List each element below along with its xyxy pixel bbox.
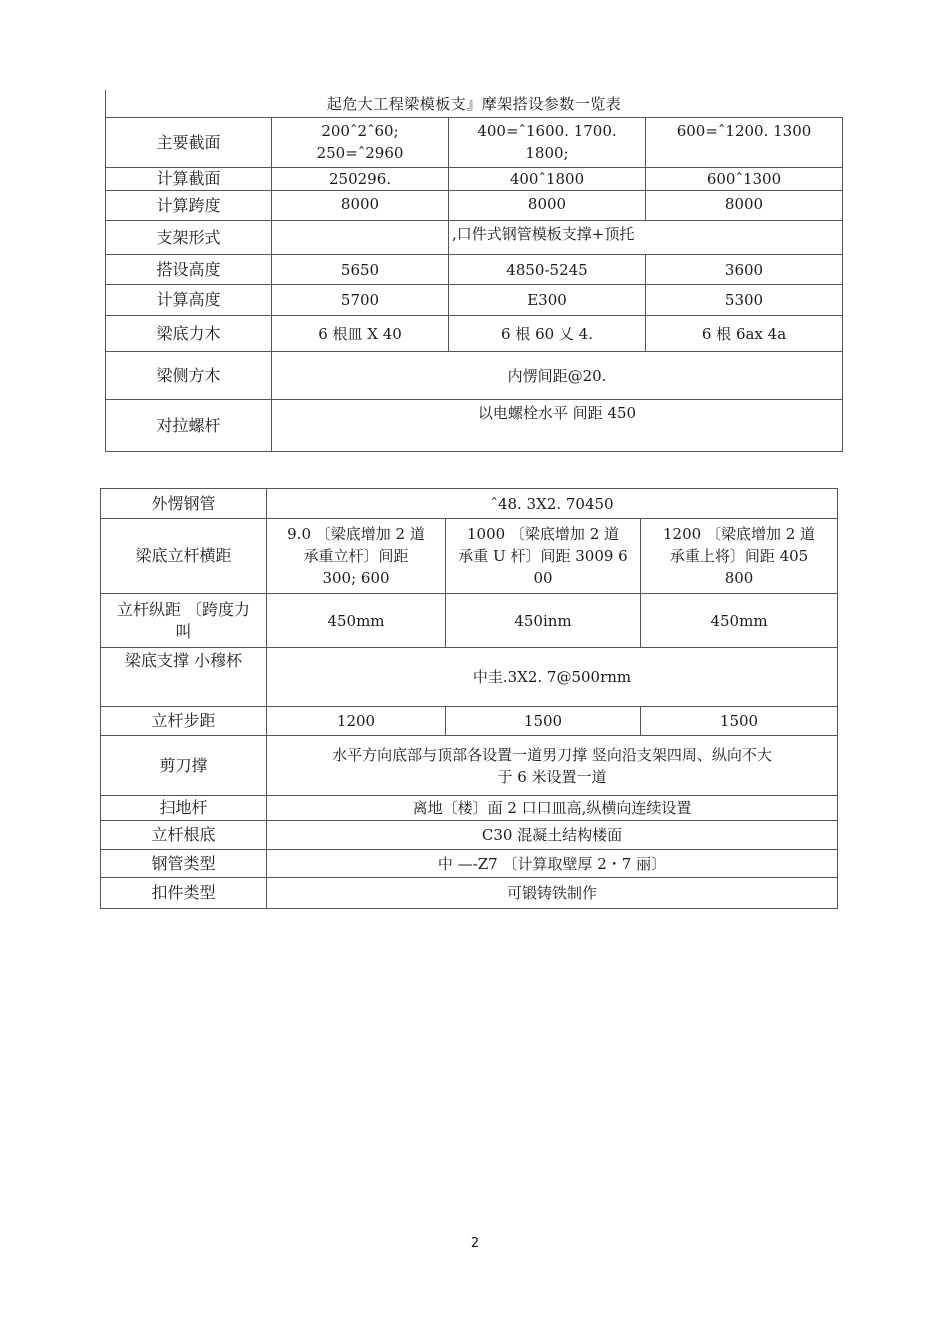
table-cell: 4850-5245 [449, 255, 646, 285]
table-cell: 600ˆ1300 [646, 168, 843, 191]
cell-text: 200ˆ2ˆ60; 250=ˆ2960 [316, 122, 404, 162]
row-label: 梁底立杆横距 [101, 519, 267, 594]
row-label: 梁底支撑 小穆杯 [101, 648, 267, 707]
table-cell [641, 519, 838, 594]
parameter-table-2 [100, 488, 838, 909]
row-label: 计算跨度 [106, 191, 272, 221]
table-cell: 5300 [646, 285, 843, 316]
row-label: 立杆根底 [101, 821, 267, 850]
table-cell [446, 519, 641, 594]
table-cell: 8000 [646, 191, 843, 221]
page-number: 2 [470, 1236, 480, 1251]
table-cell [267, 736, 838, 796]
table-cell: 5650 [272, 255, 449, 285]
table-cell: 内愣间距@20. [272, 352, 843, 400]
table-cell: 1500 [446, 707, 641, 736]
row-label: 钢管类型 [101, 850, 267, 878]
table-cell: 可锻铸铁制作 [267, 878, 838, 909]
table-cell: 中 —-Z7 〔计算取壁厚 2・7 丽〕 [267, 850, 838, 878]
row-label: 计算高度 [106, 285, 272, 316]
table-cell [272, 118, 449, 168]
cell-text: 立杆纵距 〔跨度力 叫 [116, 599, 251, 641]
parameter-table-1 [105, 117, 843, 452]
table-cell: 1200 [267, 707, 446, 736]
table-cell: 中圭.3X2. 7@500rnm [267, 648, 838, 707]
row-label: 对拉螺杆 [106, 400, 272, 452]
cell-text: 水平方向底部与顶部各设置一道男刀撑 竖向沿支架四周、纵向不大 于 6 米设置一道 [332, 745, 772, 786]
cell-text: 600=ˆ1200. 1300 [676, 122, 812, 140]
table-cell: 6 根 6ax 4a [646, 316, 843, 352]
row-label: 立杆步距 [101, 707, 267, 736]
table-cell: 1500 [641, 707, 838, 736]
table-cell: E300 [449, 285, 646, 316]
cell-text: 9.0 〔梁底增加 2 道 承重立杆〕间距 300; 600 [287, 525, 425, 587]
table-cell [449, 118, 646, 168]
row-label: 外愣钢管 [101, 489, 267, 519]
table-cell: 250296. [272, 168, 449, 191]
table-caption: 起危大工程梁模板支』摩架搭设参数一览表 [105, 90, 842, 118]
row-label [101, 594, 267, 648]
table-cell [267, 519, 446, 594]
table-cell: 450mm [641, 594, 838, 648]
cell-text: 400=ˆ1600. 1700. 1800; [477, 122, 617, 162]
table-cell: 5700 [272, 285, 449, 316]
table-cell: 8000 [272, 191, 449, 221]
table-cell: 3600 [646, 255, 843, 285]
table-cell: C30 混凝土结构楼面 [267, 821, 838, 850]
table-cell: 8000 [449, 191, 646, 221]
row-label: 剪刀撑 [101, 736, 267, 796]
row-label: 扣件类型 [101, 878, 267, 909]
table-cell: 以电螺栓水平 间距 450 [272, 400, 843, 452]
table-cell [646, 118, 843, 168]
table-cell: ˆ48. 3X2. 70450 [267, 489, 838, 519]
table-cell: 400ˆ1800 [449, 168, 646, 191]
row-label: 扫地杆 [101, 796, 267, 821]
row-label: 支架形式 [106, 221, 272, 255]
cell-text: 1000 〔梁底增加 2 道 承重 U 杆〕间距 3009 6 00 [458, 525, 628, 587]
row-label: 梁侧方木 [106, 352, 272, 400]
cell-text: 1200 〔梁底增加 2 道 承重上将〕间距 405 800 [663, 525, 816, 587]
row-label: 主要截面 [106, 118, 272, 168]
table-cell: 450inm [446, 594, 641, 648]
table-cell: ,口件式钢管模板支撑+顶托 [449, 221, 843, 255]
row-label: 搭设高度 [106, 255, 272, 285]
row-label: 计算截面 [106, 168, 272, 191]
table-cell [272, 221, 449, 255]
table-cell: 6 根皿 X 40 [272, 316, 449, 352]
table-cell: 450mm [267, 594, 446, 648]
row-label: 梁底力木 [106, 316, 272, 352]
table-cell: 6 根 60 乂 4. [449, 316, 646, 352]
table-cell: 离地〔楼〕面 2 口口皿高,纵横向连续设置 [267, 796, 838, 821]
